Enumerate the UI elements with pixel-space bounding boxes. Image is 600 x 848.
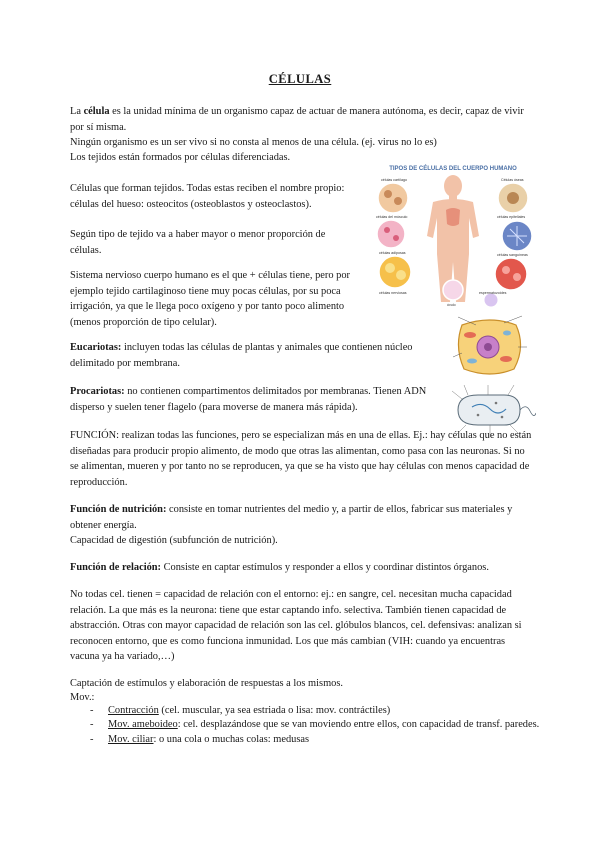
movement-label: Mov.: xyxy=(70,692,95,703)
movement-list xyxy=(90,704,540,747)
tissue-cells-paragraph: Células que forman tejidos. Todas estas reciben el nombre propio: células del hueso: osteocitos (osteoblastos y osteoclastos). xyxy=(70,183,345,210)
label-nerve: células nerviosas xyxy=(379,291,407,295)
nervous-system-paragraph: Sistema nervioso cuerpo humano es el que + células tiene, pero por ejemplo tejido cartilaginoso tiene muy pocas células, por su poca irrigación, ya que le llega poco oxígeno y por tanto poco alimento (menos proporción de tipo celular). xyxy=(70,270,350,328)
prokaryotes-term: Procariotas: xyxy=(70,386,125,397)
label-epithelial: células epiteliales xyxy=(497,215,526,219)
relation-text: Consiste en captar estímulos y responder a ellos y coordinar distintos órganos. xyxy=(161,562,489,573)
list-item-ciliar xyxy=(90,733,540,747)
list-item-ameboid xyxy=(90,718,540,732)
prokaryotic-cell-figure xyxy=(438,381,536,439)
list-item-contraction xyxy=(90,704,540,718)
movement-text: : o una cola o muchas colas: medusas xyxy=(153,733,310,745)
nutrition-text: consiste en tomar nutrientes del medio y, a partir de ellos, fabricar sus materiales y obtener energía. xyxy=(70,504,513,531)
nutrition-term: Función de nutrición: xyxy=(70,504,167,515)
function-paragraph: FUNCIÓN: realizan todas las funciones, pero se especializan más en una de ellas. Ej.: hay células que no están diseñadas para producir propio alimento, de modo que otras las alimentan, como pasa con las neuronas. Si no se alimentan, mueren y por tanto no se reproducen, ya que se ha visto que hay células con menos capacidad de reproducción. xyxy=(70,430,532,488)
eukaryotic-cell-figure xyxy=(452,313,528,381)
relation-detail-paragraph: No todas cel. tienen = capacidad de relación con el entorno: ej.: en sangre, cel. necesitan mucha capacidad relación. La que más es la neurona: tiene que estar captando info. selectiva. También tienen capacidad de abstracción. Otras con mayor capacidad de relación son las cel. glóbulos blancos, cel. defensivas: analizan si reconocen entorno, que es como funciona inmunidad. Los que más cambian (VIH: cuando ya encuentras vacuna ya ha variado,…) xyxy=(70,589,522,663)
label-muscle: células del músculo xyxy=(376,215,408,219)
label-blood: células sanguíneas xyxy=(497,253,528,257)
eukaryotes-paragraph xyxy=(70,340,450,371)
eukaryotes-term: Eucariotas: xyxy=(70,342,122,353)
digestion-line: Capacidad de digestión (subfunción de nutrición). xyxy=(70,535,278,546)
movement-text: (cel. muscular, ya sea estriada o lisa: mov. contráctiles) xyxy=(158,705,391,716)
movement-term: Mov. ciliar xyxy=(108,733,154,745)
intro-tissues: Los tejidos están formados por células diferenciadas. xyxy=(70,152,291,163)
list-dash: - xyxy=(90,719,94,731)
figure-heading: TIPOS DE CÉLULAS DEL CUERPO HUMANO xyxy=(389,166,517,172)
intro-virus: Ningún organismo es un ser vivo si no consta al menos de una célula. (ej. virus no lo es) xyxy=(70,137,437,148)
intro-term-celula: célula xyxy=(83,106,110,117)
label-adipose: células adiposas xyxy=(379,251,406,255)
page-title: CÉLULAS xyxy=(268,72,332,86)
prokaryotes-text: no contienen compartimentos delimitados por membranas. Tienen ADN disperso y suelen tener flagelo (para moverse de manera más rápida). xyxy=(70,386,427,413)
list-dash: - xyxy=(90,705,94,716)
nutrition-paragraph xyxy=(70,502,532,533)
movement-term: Contracción xyxy=(108,705,159,716)
proportion-paragraph: Según tipo de tejido va a haber mayor o menor proporción de células. xyxy=(70,229,326,256)
label-bone: Células óseas xyxy=(501,178,524,182)
relation-term: Función de relación: xyxy=(70,562,162,573)
prokaryotes-paragraph xyxy=(70,384,438,415)
movement-text: : cel. desplazándose que se van moviendo entre ellos, con capacidad de transf. paredes. xyxy=(177,719,540,731)
label-ovum: óvulo xyxy=(447,303,456,307)
eukaryotes-text: incluyen todas las células de plantas y animales que contienen núcleo delimitado por membrana. xyxy=(70,342,413,369)
intro-definition xyxy=(70,104,540,135)
intro-text-b: es la unidad mínima de un organismo capaz de actuar de manera autónoma, es decir, capaz de vivir por sí misma. xyxy=(70,106,524,133)
relation-paragraph xyxy=(70,560,532,576)
list-dash: - xyxy=(90,733,94,745)
movement-term: Mov. ameboideo xyxy=(108,719,178,731)
human-cell-types-figure xyxy=(371,162,535,310)
intro-text-a: La xyxy=(70,106,84,117)
stimuli-line: Captación de estímulos y elaboración de respuestas a los mismos. xyxy=(70,678,343,689)
label-sperm: espermatozoides xyxy=(479,291,507,295)
label-cartilage: células cartílago xyxy=(381,178,407,182)
